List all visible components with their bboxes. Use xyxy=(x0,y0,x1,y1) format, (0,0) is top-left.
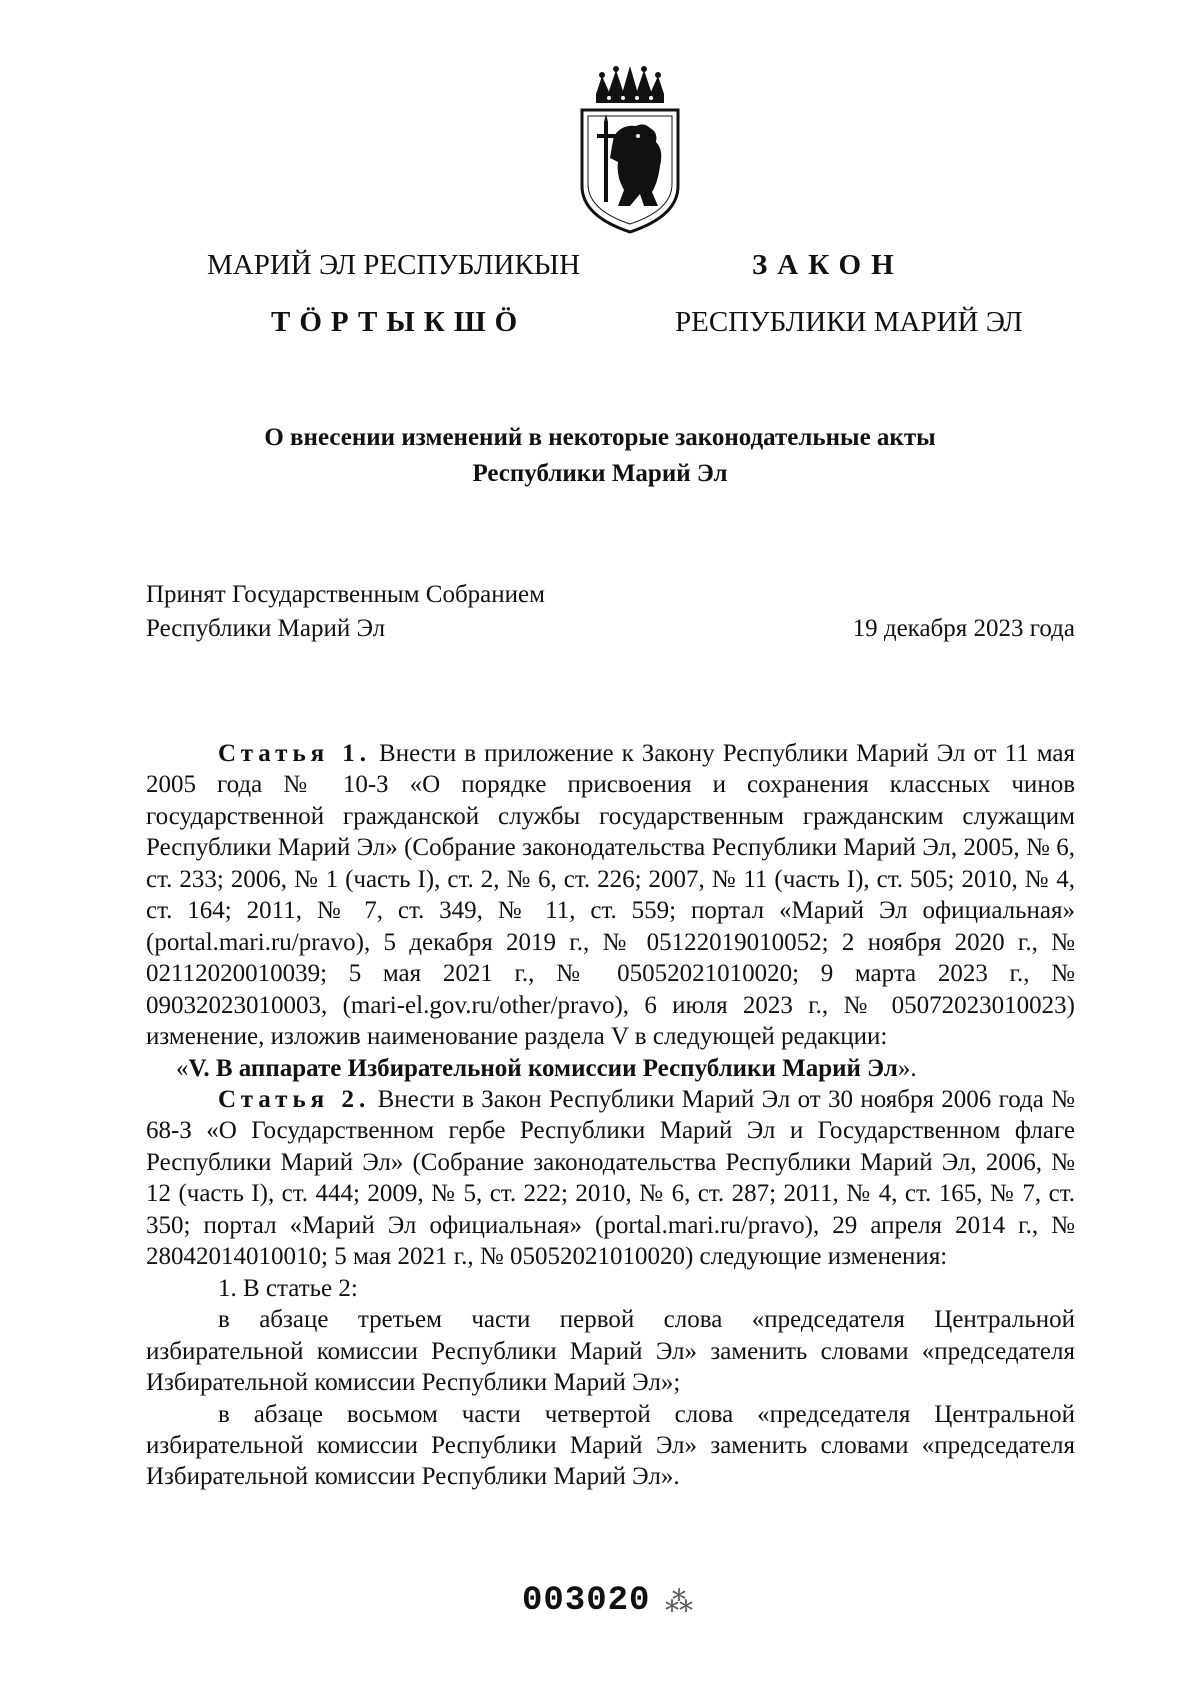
article-2-label: Статья 2. xyxy=(218,1085,371,1113)
law-body xyxy=(146,738,1075,1493)
header-left-line1: МАРИЙ ЭЛ РЕСПУБЛИКЫН xyxy=(207,249,581,281)
article-2 xyxy=(146,1084,1075,1273)
quote-text: V. В аппарате Избирательной комиссии Республики Марий Эл xyxy=(188,1054,898,1082)
adoption-date: 19 декабря 2023 года xyxy=(852,615,1075,642)
article-1-quote xyxy=(146,1053,1075,1084)
law-title-line1: О внесении изменений в некоторые законодательные акты xyxy=(264,424,936,451)
article-1-label: Статья 1. xyxy=(218,740,371,767)
header-right-line2: РЕСПУБЛИКИ МАРИЙ ЭЛ xyxy=(675,306,1023,338)
article-2-text: Внести в Закон Республики Марий Эл от 30 ноября 2006 года № 68-З «О Государственном гербе Республики Марий Эл и Государственном флаге Республики Марий Эл» (Собрание законодательства Республики Марий Эл, 2006, № 12 (часть I), ст. 444; 2009, № 5, ст. 222; 2010, № 6, ст. 287; 2011, № 4, ст. 165, № 7, ст. 350; портал «Марий Эл официальная» (portal.mari.ru/pravo), 29 апреля 2014 г., № 28042014010010; 5 мая 2021 г., № 05052021010020) следующие изменения: xyxy=(146,1085,1076,1271)
stamp-mark-icon: ⁂ xyxy=(665,1587,693,1618)
document-number-stamp: 003020 xyxy=(522,1582,651,1620)
article-1 xyxy=(146,738,1075,1053)
article-2-paragraph-1: в абзаце третьем части первой слова «председателя Центральной избирательной комиссии Республики Марий Эл» заменить словами «председателя Избирательной комиссии Республики Марий Эл»; xyxy=(146,1306,1075,1397)
quote-open: « xyxy=(176,1054,189,1082)
law-title-line2: Республики Марий Эл xyxy=(472,460,728,487)
header-right-line1: ЗАКОН xyxy=(752,249,904,281)
quote-close: ». xyxy=(897,1054,917,1082)
adoption-line2: Республики Марий Эл xyxy=(146,615,386,642)
coat-of-arms-icon xyxy=(578,66,682,234)
article-2-item-1: 1. В статье 2: xyxy=(218,1274,358,1302)
adoption-line1: Принят Государственным Собранием xyxy=(146,581,545,608)
article-2-paragraph-2: в абзаце восьмом части четвертой слова «председателя Центральной избирательной комиссии Республики Марий Эл» заменить словами «председателя Избирательной комиссии Республики Марий Эл». xyxy=(146,1400,1075,1491)
header-left-line2: ТӦРТЫКШӦ xyxy=(271,306,527,338)
article-1-text: Внести в приложение к Закону Республики Марий Эл от 11 мая 2005 года № 10-З «О порядке присвоения и сохранения классных чинов государственной гражданской службы государственным гражданским служащим Республики Марий Эл» (Собрание законодательства Республики Марий Эл, 2005, № 6, ст. 233; 2006, № 1 (часть I), ст. 2, № 6, ст. 226; 2007, № 11 (часть I), ст. 505; 2010, № 4, ст. 164; 2011, № 7, ст. 349, № 11, ст. 559; портал «Марий Эл официальная» (portal.mari.ru/pravo), 5 декабря 2019 г., № 05122019010052; 2 ноября 2020 г., № 02112020010039; 5 мая 2021 г., № 05052021010020; 9 марта 2023 г., № 09032023010003, (mari-el.gov.ru/other/pravo), 6 июля 2023 г., № 05072023010023) изменение, изложив наименование раздела V в следующей редакции: xyxy=(146,740,1075,1051)
